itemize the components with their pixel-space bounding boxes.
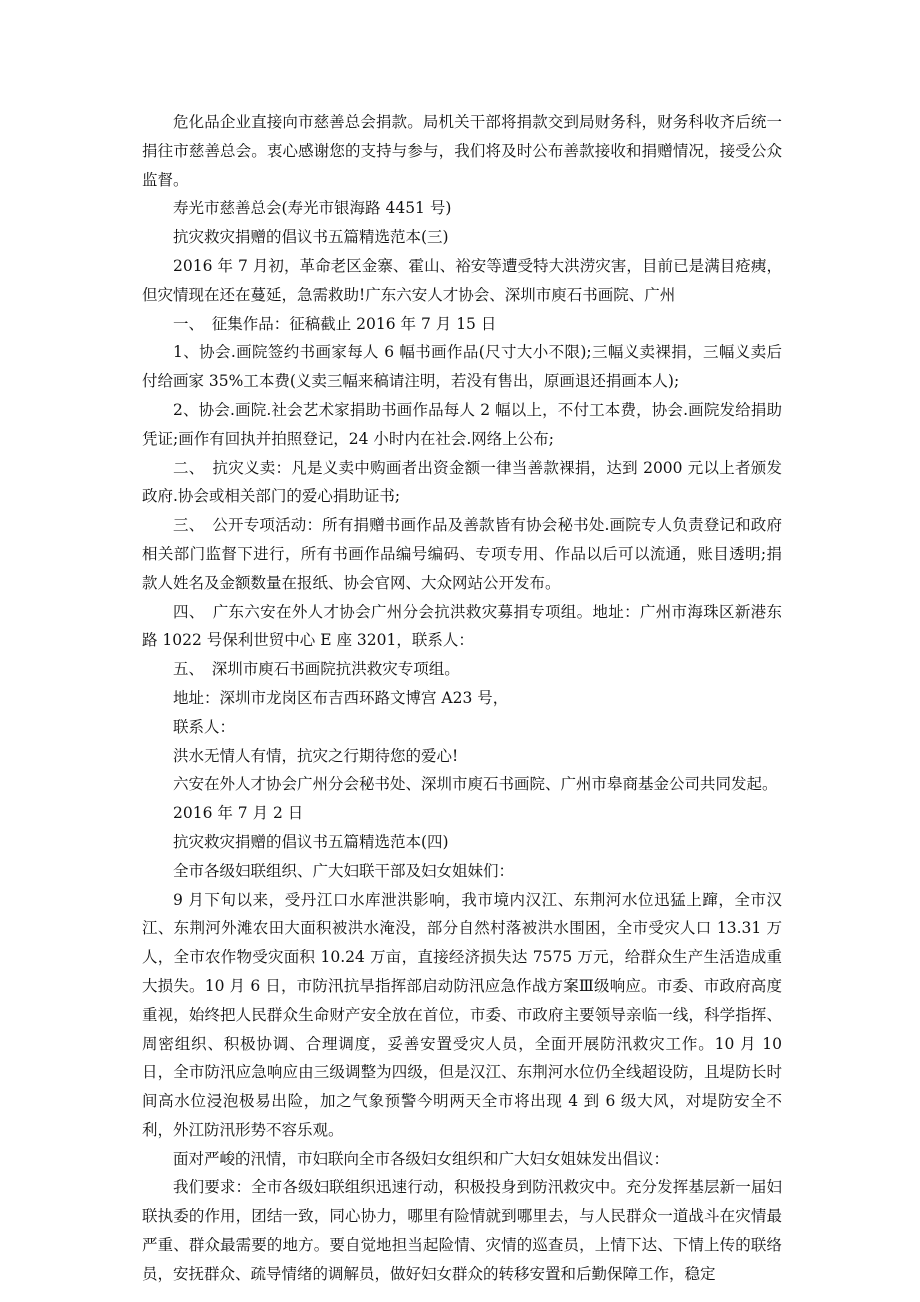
- item-1-sub-2: 2、协会.画院.社会艺术家捐助书画作品每人 2 幅以上，不付工本费，协会.画院发给捐助凭证;画作有回执并拍照登记，24 小时内在社会.网络上公布;: [142, 400, 782, 448]
- line-date: 2016 年 7 月 2 日: [173, 804, 304, 823]
- paragraph-flood-situation: 9 月下旬以来，受丹江口水库泄洪影响，我市境内汉江、东荆河水位迅猛上蹿，全市汉江、东荆河外滩农田大面积被洪水淹没，部分自然村落被洪水围困，全市受灾人口 13.31 万人，全市农作物受灾面积 10.24 万亩，直接经济损失达 7575 万元，给群众生产生活造成重大损失。10 月 6 日，市防汛抗旱指挥部启动防汛应急作战方案Ⅲ级响应。市委、市政府高度重视，始终把人民群众生命财产安全放在首位，市委、市政府主要领导亲临一线，科学指挥、周密组织、积极协调、合理调度，妥善安置受灾人员，全面开展防汛救灾工作。10 月 10 日，全市防汛应急响应由三级调整为四级，但是汉江、东荆河水位仍全线超设防，且堤防长时间高水位浸泡极易出险，加之气象预警今明两天全市将出现 4 到 6 级大风，对堤防安全不利，外江防汛形势不容乐观。: [142, 890, 782, 1139]
- line-contact: 联系人：: [173, 717, 236, 736]
- paragraph-donation-channel: 危化品企业直接向市慈善总会捐款。局机关干部将捐款交到局财务科，财务科收齐后统一捐往市慈善总会。衷心感谢您的支持与参与，我们将及时公布善款接收和捐赠情况，接受公众监督。: [142, 113, 782, 189]
- document-body: [142, 108, 782, 1289]
- paragraph-requirements: 我们要求：全市各级妇联组织迅速行动，积极投身到防汛救灾中。充分发挥基层新一届妇联执委的作用，团结一致，同心协力，哪里有险情就到哪里去，与人民群众一道战斗在灾情最严重、群众最需要的地方。要自觉地担当起险情、灾情的巡查员，上情下达、下情上传的联络员，安抚群众、疏导情绪的调解员，做好妇女群众的转移安置和后勤保障工作，稳定: [142, 1178, 782, 1283]
- paragraph-flood-intro: 2016 年 7 月初，革命老区金寨、霍山、裕安等遭受特大洪涝灾害，目前已是满目疮痍，但灾情现在还在蔓延，急需救助!广东六安人才协会、深圳市庾石书画院、广州: [142, 256, 782, 304]
- item-1-sub-1: 1、协会.画院签约书画家每人 6 幅书画作品(尺寸大小不限);三幅义卖裸捐，三幅义卖后付给画家 35%工本费(义卖三幅来稿请注明，若没有售出，原画退还捐画本人);: [142, 343, 782, 391]
- line-proposal-intro: 面对严峻的汛情，市妇联向全市各级妇女组织和广大妇女姐妹发出倡议：: [173, 1149, 670, 1168]
- line-salutation: 全市各级妇联组织、广大妇联干部及妇女姐妹们：: [173, 861, 515, 880]
- item-5-shenzhen-group: 五、 深圳市庾石书画院抗洪救灾专项组。: [173, 660, 460, 679]
- line-shenzhen-address: 地址：深圳市龙岗区布吉西环路文博宫 A23 号，: [173, 688, 509, 707]
- item-2-charity-sale: 二、 抗灾义卖：凡是义卖中购画者出资金额一律当善款裸捐，达到 2000 元以上者颁发政府.协会或相关部门的爱心捐助证书;: [142, 458, 782, 506]
- item-3-public-activity: 三、 公开专项活动：所有捐赠书画作品及善款皆有协会秘书处.画院专人负责登记和政府相关部门监督下进行，所有书画作品编号编码、专项专用、作品以后可以流通，账目透明;捐款人姓名及金额数量在报纸、协会官网、大众网站公开发布。: [142, 516, 782, 592]
- item-4-guangzhou-group: 四、 广东六安在外人才协会广州分会抗洪救灾募捐专项组。地址：广州市海珠区新港东路 1022 号保利世贸中心 E 座 3201，联系人：: [142, 602, 782, 650]
- line-initiators: 六安在外人才协会广州分会秘书处、深圳市庾石书画院、广州市皋商基金公司共同发起。: [173, 775, 778, 794]
- item-1-collection: 一、 征集作品：征稿截止 2016 年 7 月 15 日: [173, 314, 497, 333]
- section-title-4: 抗灾救灾捐赠的倡议书五篇精选范本(四): [173, 832, 449, 851]
- line-slogan: 洪水无情人有情，抗灾之行期待您的爱心!: [173, 746, 459, 765]
- section-title-3: 抗灾救灾捐赠的倡议书五篇精选范本(三): [173, 228, 449, 247]
- line-charity-address: 寿光市慈善总会(寿光市银海路 4451 号): [173, 199, 452, 218]
